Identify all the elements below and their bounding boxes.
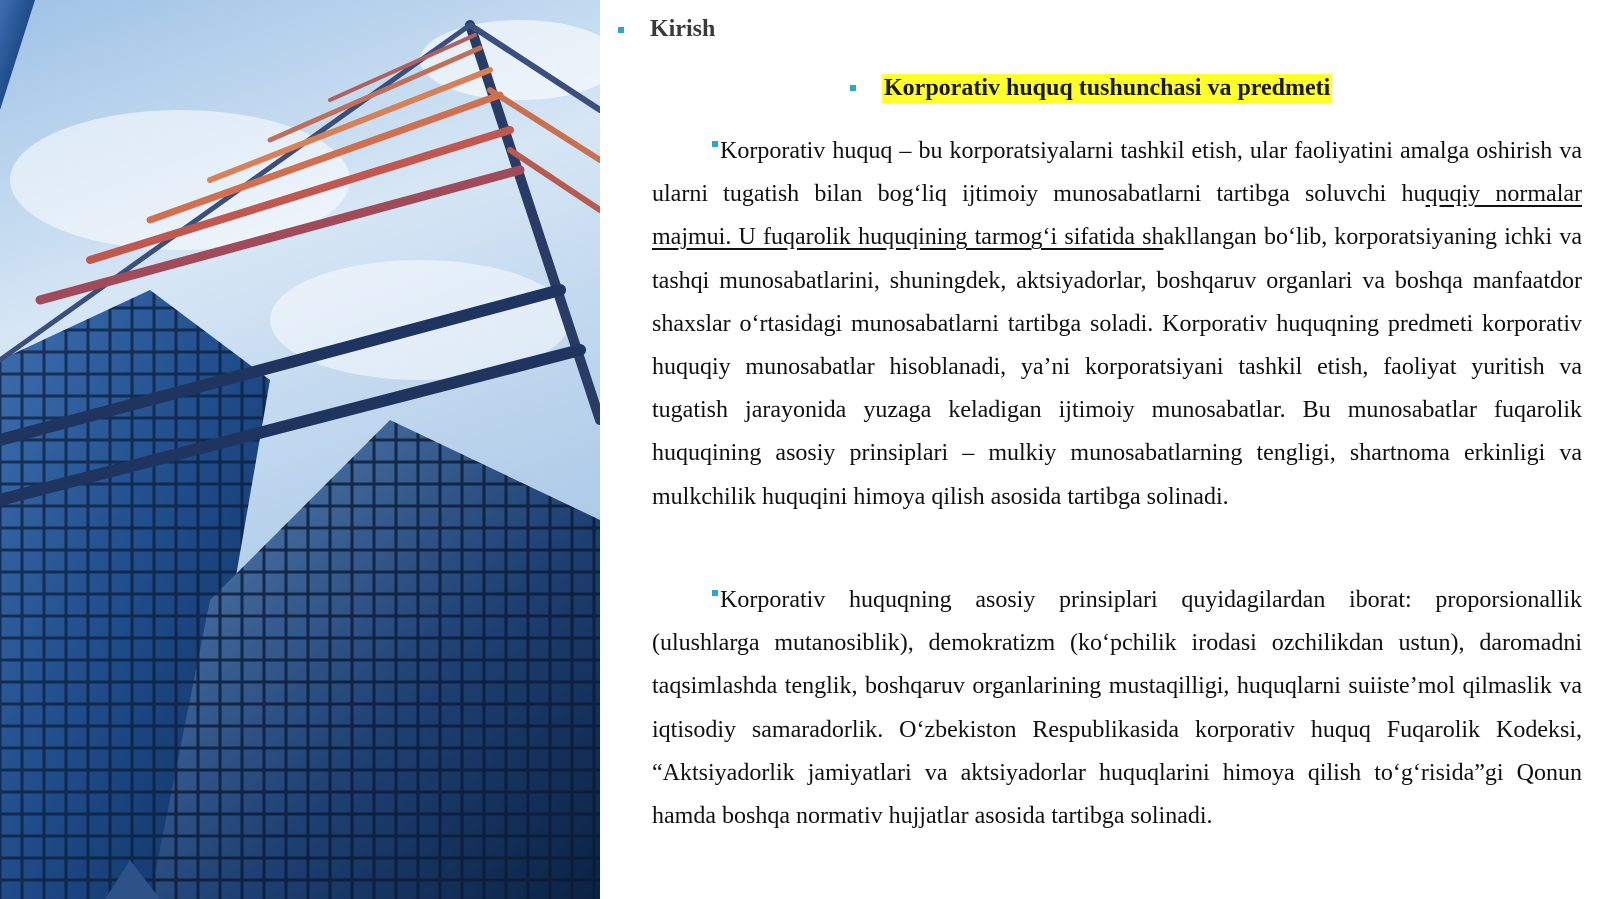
square-bullet-icon [618,27,624,33]
highlighted-subheading: Korporativ huquq tushunchasi va predmeti [884,75,1331,101]
paragraph-1-underlined: quqiy normalar majmui. U fuqarolik huquqining tarmog‘i sifatida sh [652,181,1583,251]
paragraph-1-end: akllangan bo‘lib, korporatsiyaning ichki va tashqi munosabatlarini, shuningdek, aktsiyadorlar, boshqaruv organlari va boshqa manfaatdor shaxslar o‘rtasidagi munosabatlarni tartibga soladi. Korporativ huquqning predmeti korporativ huquqiy munosabatlar hisoblanadi, ya’ni korporatsiyani tashkil etish, faoliyat yuritish va tugatish jarayonida yuzaga keladigan ijtimoiy munosabatlar. Bu munosabatlar fuqarolik huquqining asosiy prinsiplari – mulkiy munosabatlarning tengligi, shartnoma erkinligi va mulkchilik huquqini himoya qilish asosida tartibga solinadi. [652,224,1582,510]
paragraph-2-text: Korporativ huquqning asosiy prinsiplari quyidagilardan iborat: proporsionallik (ulushlarga mutanosiblik), demokratizm (ko‘pchilik irodasi ozchilikdan ustun), daromadni taqsimlashda tenglik, boshqaruv organlarining mustaqilligi, huquqlarni suiiste’mol qilmaslik va iqtisodiy samaradorlik. O‘zbekiston Respublikasida korporativ huquq Fuqarolik Kodeksi, “Aktsiyadorlik jamiyatlari va aktsiyadorlar huquqlarini himoya qilish to‘g‘risida”gi Qonun hamda boshqa normativ hujjatlar asosida tartibga solinadi. [652,587,1582,830]
paragraph-definition [652,130,1582,519]
square-bullet-icon [712,590,718,596]
skyscraper-illustration [0,0,600,899]
skyscraper-photo [0,0,600,899]
square-bullet-icon [850,85,856,91]
slide-content [612,0,1582,899]
square-bullet-icon [712,141,718,147]
paragraph-1-start: Korporativ huquq – bu korporatsiyalarni tashkil etish, ular faoliyatini amalga oshirish va ularni tugatish bilan bog‘liq ijtimoiy munosabatlarni tartibga soluvchi hu [652,138,1582,208]
paragraph-principles [652,579,1582,838]
section-heading-text: Kirish [650,16,716,42]
